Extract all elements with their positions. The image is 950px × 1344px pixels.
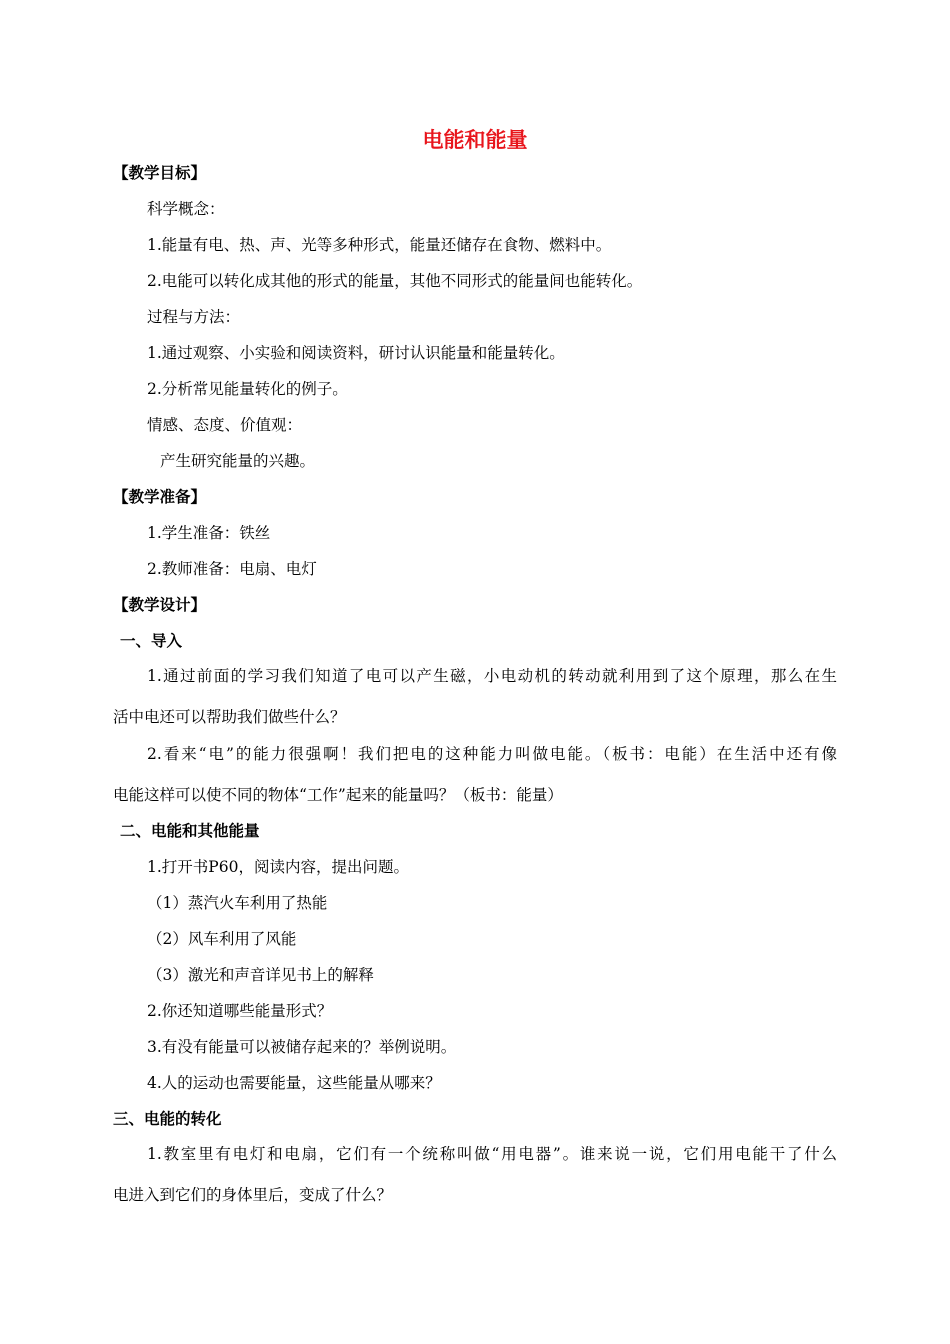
section-1-paragraph-2-line-2: 电能这样可以使不同的物体“工作”起来的能量吗？（板书：能量） — [113, 786, 563, 804]
emotion-attitude-label: 情感、态度、价值观： — [147, 416, 303, 434]
section-3-paragraph-1-line-1: 1.教室里有电灯和电扇，它们有一个统称叫做“用电器”。谁来说一说，它们用电能干了什么 — [147, 1145, 837, 1163]
preparation-heading: 【教学准备】 — [113, 488, 207, 506]
section-2-question-2: 2.你还知道哪些能量形式？ — [147, 1002, 333, 1020]
science-concept-item-1: 1.能量有电、热、声、光等多种形式，能量还储存在食物、燃料中。 — [147, 236, 612, 254]
document-title: 电能和能量 — [422, 128, 528, 152]
preparation-item-2: 2.教师准备：电扇、电灯 — [147, 560, 317, 578]
emotion-attitude-item-1: 产生研究能量的兴趣。 — [160, 452, 316, 470]
section-1-paragraph-1-line-2: 活中电还可以帮助我们做些什么？ — [113, 708, 346, 726]
section-3-heading: 三、电能的转化 — [113, 1110, 222, 1128]
section-2-subitem-1: （1）蒸汽火车利用了热能 — [147, 894, 328, 912]
section-2-question-3: 3.有没有能量可以被储存起来的？举例说明。 — [147, 1038, 457, 1056]
section-2-subitem-3: （3）激光和声音详见书上的解释 — [147, 966, 374, 984]
science-concept-item-2: 2.电能可以转化成其他的形式的能量，其他不同形式的能量间也能转化。 — [147, 272, 643, 290]
section-2-question-4: 4.人的运动也需要能量，这些能量从哪来？ — [147, 1074, 441, 1092]
process-method-label: 过程与方法： — [147, 308, 241, 326]
section-2-subitem-2: （2）风车利用了风能 — [147, 930, 297, 948]
process-method-item-2: 2.分析常见能量转化的例子。 — [147, 380, 348, 398]
preparation-item-1: 1.学生准备：铁丝 — [147, 524, 271, 542]
section-1-paragraph-2-line-1: 2.看来“电”的能力很强啊！我们把电的这种能力叫做电能。（板书：电能）在生活中还有像 — [147, 745, 837, 763]
section-1-paragraph-1-line-1: 1.通过前面的学习我们知道了电可以产生磁，小电动机的转动就利用到了这个原理，那么在生 — [147, 667, 837, 685]
section-1-heading: 一、导入 — [120, 632, 183, 650]
objectives-heading: 【教学目标】 — [113, 164, 207, 182]
section-3-paragraph-1-line-2: 电进入到它们的身体里后，变成了什么？ — [113, 1186, 393, 1204]
process-method-item-1: 1.通过观察、小实验和阅读资料，研讨认识能量和能量转化。 — [147, 344, 565, 362]
science-concept-label: 科学概念： — [147, 200, 225, 218]
section-2-question-1: 1.打开书P60，阅读内容，提出问题。 — [147, 858, 409, 876]
design-heading: 【教学设计】 — [113, 596, 207, 614]
section-2-heading: 二、电能和其他能量 — [120, 822, 260, 840]
